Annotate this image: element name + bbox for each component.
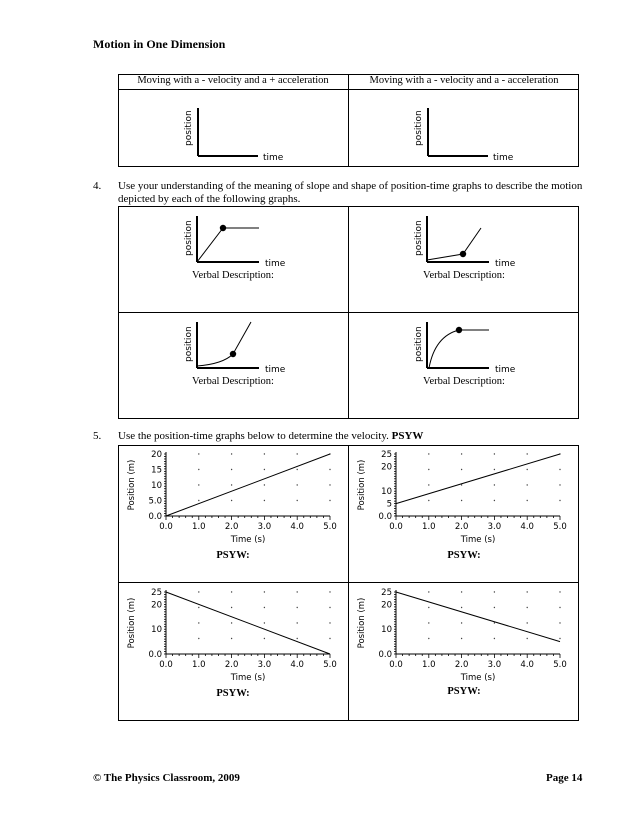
y-tick-label: 20 (151, 450, 162, 460)
y-tick-label: 25 (381, 450, 392, 460)
top-cell-1-heading: Moving with a - velocity and a + acceleration (137, 75, 329, 86)
grid-dot (231, 500, 232, 501)
y-tick-label: 10 (381, 625, 392, 636)
y-tick-label: 10 (151, 625, 162, 636)
y-axis-title: Position (m) (127, 459, 137, 511)
grid-dot (198, 638, 199, 639)
y-tick-label: 10 (381, 487, 392, 498)
grid-dot (461, 622, 462, 623)
grid-dot (231, 484, 232, 485)
grid-dot (494, 453, 495, 454)
q5-chart-4 (350, 584, 576, 688)
y-tick-label: 5.0 (148, 496, 162, 507)
y-axis-label: position (414, 326, 424, 362)
x-tick-label: 5.0 (323, 522, 337, 532)
grid-dot (559, 500, 560, 501)
grid-dot (264, 607, 265, 608)
grid-dot (231, 607, 232, 608)
q5-chart-1 (120, 446, 346, 550)
q5-table-divider (348, 445, 349, 721)
grid-dot (198, 469, 199, 470)
data-point (230, 351, 236, 357)
q4-graph-1-caption: Verbal Description: (192, 270, 274, 281)
grid-dot (494, 484, 495, 485)
grid-dot (231, 591, 232, 592)
grid-dot (329, 622, 330, 623)
grid-dot (494, 638, 495, 639)
y-axis-title: Position (m) (127, 597, 137, 649)
grid-dot (264, 591, 265, 592)
grid-dot (527, 484, 528, 485)
x-tick-label: 1.0 (422, 522, 436, 532)
grid-dot (198, 500, 199, 501)
x-tick-label: 0.0 (159, 522, 173, 532)
footer-page-number: Page 14 (546, 772, 583, 784)
x-tick-label: 1.0 (422, 660, 436, 670)
grid-dot (527, 622, 528, 623)
x-axis-label: time (265, 259, 286, 269)
x-axis-label: time (495, 365, 516, 375)
grid-dot (264, 638, 265, 639)
q4-graph-2 (405, 212, 525, 270)
x-tick-label: 0.0 (389, 660, 403, 670)
q5-text-main: Use the position-time graphs below to determine the velocity. (118, 430, 389, 442)
grid-dot (428, 622, 429, 623)
grid-dot (198, 607, 199, 608)
q4-graph-1 (175, 212, 295, 270)
q4-table-row-rule (118, 312, 579, 313)
y-axis-label: position (184, 326, 194, 362)
q5-psyw-3: PSYW: (216, 688, 250, 699)
x-tick-label: 2.0 (224, 522, 239, 532)
x-tick-label: 0.0 (159, 660, 173, 670)
x-tick-label: 2.0 (454, 660, 469, 670)
q5-number: 5. (93, 430, 102, 442)
x-axis-label: time (493, 153, 514, 163)
y-tick-label: 20 (381, 600, 392, 611)
grid-dot (297, 484, 298, 485)
top-cell-2-heading: Moving with a - velocity and a - acceleration (369, 75, 559, 86)
y-tick-label: 0.0 (378, 650, 392, 660)
grid-dot (264, 622, 265, 623)
y-tick-label: 25 (151, 588, 162, 598)
grid-dot (428, 453, 429, 454)
grid-dot (461, 469, 462, 470)
grid-dot (297, 453, 298, 454)
y-axis-title: Position (m) (357, 459, 367, 511)
grid-dot (494, 622, 495, 623)
grid-dot (428, 607, 429, 608)
grid-dot (329, 591, 330, 592)
grid-dot (198, 591, 199, 592)
grid-dot (329, 484, 330, 485)
grid-dot (494, 591, 495, 592)
x-tick-label: 5.0 (323, 660, 337, 670)
grid-dot (428, 591, 429, 592)
x-axis-label: time (265, 365, 286, 375)
y-tick-label: 10 (151, 481, 162, 491)
grid-dot (527, 453, 528, 454)
grid-dot (231, 469, 232, 470)
grid-dot (494, 607, 495, 608)
grid-dot (428, 638, 429, 639)
grid-dot (264, 484, 265, 485)
grid-dot (559, 484, 560, 485)
grid-dot (297, 622, 298, 623)
y-tick-label: 0.0 (148, 512, 162, 522)
grid-dot (198, 453, 199, 454)
grid-dot (428, 500, 429, 501)
x-axis-title: Time (s) (460, 673, 496, 683)
y-tick-label: 25 (381, 588, 392, 598)
x-tick-label: 4.0 (290, 522, 304, 532)
grid-dot (297, 607, 298, 608)
grid-dot (297, 638, 298, 639)
grid-dot (264, 500, 265, 501)
page-header: Motion in One Dimension (93, 37, 226, 51)
data-point (220, 225, 226, 231)
grid-dot (329, 607, 330, 608)
q5-psyw-2: PSYW: (447, 550, 481, 561)
x-tick-label: 5.0 (553, 522, 567, 532)
x-tick-label: 1.0 (192, 522, 206, 532)
grid-dot (198, 484, 199, 485)
x-tick-label: 5.0 (553, 660, 567, 670)
data-point (456, 327, 462, 333)
q4-graph-4-caption: Verbal Description: (423, 376, 505, 387)
q4-graph-2-caption: Verbal Description: (423, 270, 505, 281)
series-line (166, 454, 330, 516)
grid-dot (428, 484, 429, 485)
x-tick-label: 4.0 (290, 660, 304, 670)
y-tick-label: 5 (386, 499, 392, 510)
grid-dot (297, 591, 298, 592)
grid-dot (559, 591, 560, 592)
x-axis-title: Time (s) (230, 673, 266, 683)
grid-dot (329, 500, 330, 501)
q4-text: Use your understanding of the meaning of slope and shape of position-time graphs to describe the motion depicted by each of the following graphs. (118, 180, 583, 205)
x-axis-label: time (263, 153, 284, 163)
grid-dot (527, 591, 528, 592)
grid-dot (527, 607, 528, 608)
top-sketch-1 (170, 100, 300, 166)
x-tick-label: 3.0 (487, 522, 502, 532)
x-tick-label: 0.0 (389, 522, 403, 532)
x-tick-label: 4.0 (520, 660, 534, 670)
q5-psyw-1: PSYW: (216, 550, 250, 561)
q5-table-row-rule (118, 582, 579, 583)
grid-dot (559, 607, 560, 608)
grid-dot (231, 622, 232, 623)
grid-dot (231, 453, 232, 454)
y-tick-label: 15 (151, 465, 162, 476)
y-axis-label: position (414, 220, 424, 256)
grid-dot (527, 500, 528, 501)
grid-dot (527, 638, 528, 639)
q5-chart-3 (120, 584, 346, 688)
top-table-divider (348, 74, 349, 167)
grid-dot (461, 638, 462, 639)
grid-dot (231, 638, 232, 639)
q4-graph-3-caption: Verbal Description: (192, 376, 274, 387)
series-line (396, 454, 560, 504)
top-table-header-rule (118, 89, 579, 90)
series-line (396, 592, 560, 642)
series-line (166, 592, 330, 654)
x-tick-label: 3.0 (257, 660, 272, 670)
x-tick-label: 1.0 (192, 660, 206, 670)
grid-dot (559, 622, 560, 623)
x-tick-label: 3.0 (487, 660, 502, 670)
y-axis-label: position (414, 110, 424, 146)
grid-dot (329, 469, 330, 470)
y-tick-label: 20 (151, 600, 162, 611)
y-tick-label: 20 (381, 462, 392, 473)
grid-dot (527, 469, 528, 470)
grid-dot (264, 453, 265, 454)
grid-dot (461, 453, 462, 454)
q5-chart-2 (350, 446, 576, 550)
y-tick-label: 0.0 (148, 650, 162, 660)
y-axis-title: Position (m) (357, 597, 367, 649)
grid-dot (461, 484, 462, 485)
grid-dot (297, 500, 298, 501)
q4-graph-3 (175, 318, 295, 376)
x-tick-label: 3.0 (257, 522, 272, 532)
x-axis-label: time (495, 259, 516, 269)
grid-dot (461, 500, 462, 501)
y-axis-label: position (184, 110, 194, 146)
y-tick-label: 0.0 (378, 512, 392, 522)
x-tick-label: 4.0 (520, 522, 534, 532)
grid-dot (297, 469, 298, 470)
q4-number: 4. (93, 180, 102, 192)
footer-copyright: © The Physics Classroom, 2009 (93, 772, 240, 784)
x-axis-title: Time (s) (460, 535, 496, 545)
data-point (460, 251, 466, 257)
q5-text-bold: PSYW (391, 430, 424, 442)
grid-dot (428, 469, 429, 470)
x-tick-label: 2.0 (454, 522, 469, 532)
x-tick-label: 2.0 (224, 660, 239, 670)
q5-psyw-4: PSYW: (447, 686, 481, 697)
top-sketch-2 (400, 100, 530, 166)
grid-dot (198, 622, 199, 623)
grid-dot (559, 638, 560, 639)
grid-dot (461, 591, 462, 592)
grid-dot (264, 469, 265, 470)
y-axis-label: position (184, 220, 194, 256)
grid-dot (461, 607, 462, 608)
grid-dot (494, 500, 495, 501)
q5-text (118, 430, 588, 443)
x-axis-title: Time (s) (230, 535, 266, 545)
grid-dot (329, 638, 330, 639)
q4-graph-4 (405, 318, 525, 376)
grid-dot (494, 469, 495, 470)
grid-dot (559, 469, 560, 470)
